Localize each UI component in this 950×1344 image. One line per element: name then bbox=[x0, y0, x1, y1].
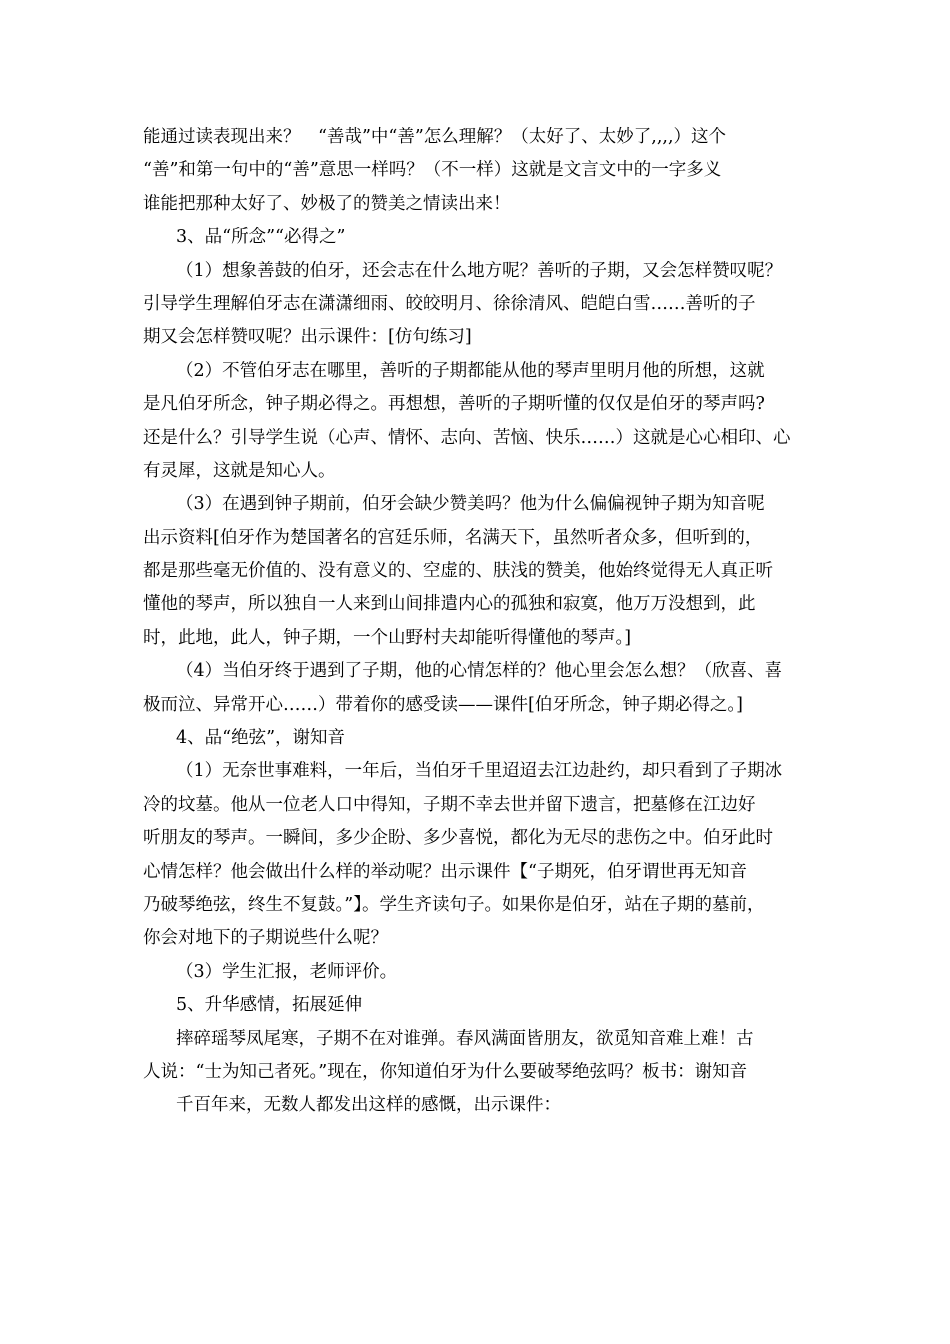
text-line: “善”和第一句中的“善”意思一样吗？（不一样）这就是文言文中的一字多义 bbox=[143, 160, 722, 181]
text-line: （1）想象善鼓的伯牙，还会志在什么地方呢？善听的子期，又会怎样赞叹呢？ bbox=[176, 260, 783, 281]
text-line: 是凡伯牙所念，钟子期必得之。再想想，善听的子期听懂的仅仅是伯牙的琴声吗? bbox=[143, 394, 765, 415]
text-line: （1）无奈世事难料，一年后，当伯牙千里迢迢去江边赴约，却只看到了子期冰 bbox=[176, 761, 783, 782]
text-line: 千百年来，无数人都发出这样的感慨，出示课件： bbox=[176, 1095, 561, 1116]
text-line: 你会对地下的子期说些什么呢？ bbox=[143, 928, 388, 949]
text-line: 有灵犀，这就是知心人。 bbox=[143, 460, 336, 481]
document-body bbox=[143, 121, 811, 1123]
text-line: 摔碎瑶琴凤尾寒，子期不在对谁弹。春风满面皆朋友，欲觅知音难上难！古 bbox=[176, 1028, 754, 1049]
text-line: 3、品“所念”“必得之” bbox=[176, 227, 346, 248]
text-line: 谁能把那种太好了、妙极了的赞美之情读出来！ bbox=[143, 193, 511, 214]
text-line: 听朋友的琴声。一瞬间，多少企盼、多少喜悦，都化为无尽的悲伤之中。伯牙此时 bbox=[143, 828, 773, 849]
text-line: 人说：“士为知己者死。”现在，你知道伯牙为什么要破琴绝弦吗？板书：谢知音 bbox=[143, 1061, 748, 1082]
text-line: （3）学生汇报，老师评价。 bbox=[176, 961, 398, 982]
text-line: 出示资料[伯牙作为楚国著名的宫廷乐师，名满天下，虽然听者众多，但听到的， bbox=[143, 527, 763, 548]
text-line: 都是那些毫无价值的、没有意义的、空虚的、肤浅的赞美，他始终觉得无人真正听 bbox=[143, 561, 773, 582]
text-line: （3）在遇到钟子期前，伯牙会缺少赞美吗？他为什么偏偏视钟子期为知音呢 bbox=[176, 494, 765, 515]
text-line: 极而泣、异常开心……）带着你的感受读——课件[伯牙所念，钟子期必得之。] bbox=[143, 694, 743, 715]
text-line: 冷的坟墓。他从一位老人口中得知，子期不幸去世并留下遗言，把墓修在江边好 bbox=[143, 794, 756, 815]
text-line: （2）不管伯牙志在哪里，善听的子期都能从他的琴声里明月他的所想，这就 bbox=[176, 360, 765, 381]
text-line: 5、升华感情，拓展延伸 bbox=[176, 995, 363, 1016]
text-line: 时，此地，此人，钟子期，一个山野村夫却能听得懂他的琴声。] bbox=[143, 627, 632, 648]
text-line: 期又会怎样赞叹呢？出示课件：[仿句练习] bbox=[143, 327, 472, 348]
text-line: （4）当伯牙终于遇到了子期，他的心情怎样的？他心里会怎么想？（欣喜、喜 bbox=[176, 661, 783, 682]
text-line: 心情怎样？他会做出什么样的举动呢？出示课件【“子期死，伯牙谓世再无知音 bbox=[143, 861, 747, 882]
text-line: 懂他的琴声，所以独自一人来到山间排遣内心的孤独和寂寞，他万万没想到，此 bbox=[143, 594, 756, 615]
text-line: 还是什么？引导学生说（心声、情怀、志向、苦恼、快乐……）这就是心心相印、心 bbox=[143, 427, 791, 448]
text-line: 能通过读表现出来？ “善哉”中“善”怎么理解？（太好了、太妙了,,,,）这个 bbox=[143, 127, 727, 147]
text-line: 4、品“绝弦”，谢知音 bbox=[176, 728, 346, 749]
text-line: 乃破琴绝弦，终生不复鼓。”】。学生齐读句子。如果你是伯牙，站在子期的墓前， bbox=[143, 894, 765, 915]
text-line: 引导学生理解伯牙志在潇潇细雨、皎皎明月、徐徐清风、皑皑白雪……善听的子 bbox=[143, 293, 756, 314]
